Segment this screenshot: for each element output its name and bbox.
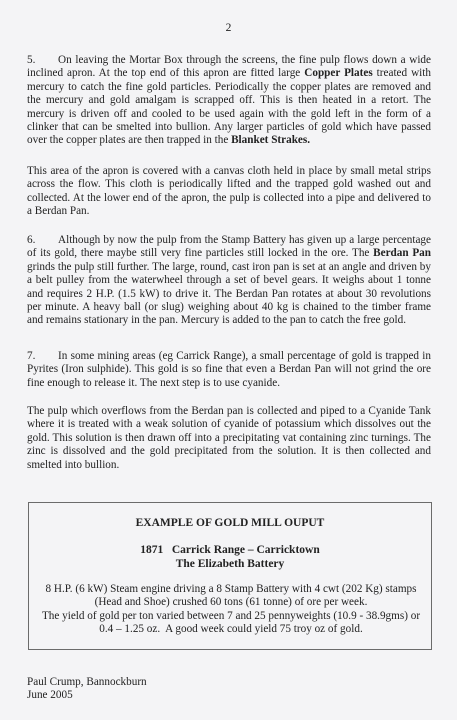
page-number: 2 (225, 22, 232, 34)
box-subtitle-battery: The Elizabeth Battery (175, 558, 285, 570)
paragraph-7 (27, 350, 431, 390)
bold-term-berdan-pan: Berdan Pan (373, 247, 431, 260)
gold-mill-output-box (28, 502, 432, 650)
box-body (35, 583, 427, 637)
paragraph-cyanide (27, 405, 431, 472)
paragraph-text: The pulp which overflows from the Berdan pan is collected and piped to a Cyanide Tank where it is treated with a weak solution of cyanide of potassium which dissolves out the gold. This solution is then drawn off into a precipitating vat containing zinc turnings. The zinc is dissolved and the gold precipitated from the solution. It is then collected and smelted into bullion. (27, 405, 431, 471)
paragraph-text: This area of the apron is covered with a canvas cloth held in place by small metal strips across the flow. This cloth is periodically lifted and the trapped gold washed out and collected. At the lower end of the apron, the pulp is collected into a pipe and delivered to a Berdan Pan. (27, 165, 431, 218)
paragraph-text: grinds the pulp still further. The large, round, cast iron pan is set at an angle and driven by a belt pulley from the waterwheel through a set of bevel gears. It weighs about 1 tonne and requires 2 H.P. (1.5 kW) to drive it. The Berdan Pan rotates at about 30 revolutions per minute. A heavy ball (or slug) weighing about 40 kg is chained to the timber frame and remains stationary in the pan. Mercury is added to the pan to catch the free gold. (27, 260, 431, 327)
box-title: EXAMPLE OF GOLD MILL OUPUT (135, 517, 325, 529)
paragraph-5 (27, 54, 431, 148)
paragraph-6 (27, 234, 431, 328)
box-line-yield: The yield of gold per ton varied between 7 and 25 pennyweights (10.9 - 38.9gms) or 0.4 – 1.25 oz. A good week could yield 75 troy oz of gold. (41, 609, 423, 636)
signature (27, 676, 147, 703)
box-subtitle-location: 1871 Carrick Range – Carricktown (140, 544, 320, 556)
author-date: June 2005 (27, 689, 73, 702)
paragraph-text: treated with mercury to catch the fine gold particles. Periodically the copper plates are removed and the mercury and gold amalgam is scrapped off. This is then heated in a retort. The mercury is driven off and cooled to be used again with the gold left in the form of a clinker that can be smelted into bullion. Any larger particles of gold which have passed over the copper plates are then trapped in the (27, 67, 431, 147)
bold-term-copper-plates: Copper Plates (304, 67, 373, 80)
paragraph-apron (27, 165, 431, 219)
box-line-engine: 8 H.P. (6 kW) Steam engine driving a 8 Stamp Battery with 4 cwt (202 Kg) stamps (Head and Shoe) crushed 60 tons (61 tonne) of ore per week. (45, 583, 417, 609)
paragraph-number: 6. (27, 234, 36, 246)
paragraph-text: Although by now the pulp from the Stamp Battery has given up a large percentage of its gold, there maybe still very fine particles still locked in the ore. The (27, 234, 431, 260)
paragraph-text: On leaving the Mortar Box through the screens, the fine pulp flows down a wide inclined apron. At the top end of this apron are fitted large (27, 54, 431, 80)
author-name: Paul Crump, Bannockburn (27, 676, 147, 688)
paragraph-number: 7. (27, 350, 36, 362)
paragraph-text: In some mining areas (eg Carrick Range), a small percentage of gold is trapped in Pyrites (Iron sulphide). This gold is so fine that even a Berdan Pan will not grind the ore fine enough to release it. The next step is to use cyanide. (27, 350, 431, 389)
paragraph-number: 5. (27, 54, 36, 66)
bold-term-blanket-strakes: Blanket Strakes. (231, 134, 311, 147)
